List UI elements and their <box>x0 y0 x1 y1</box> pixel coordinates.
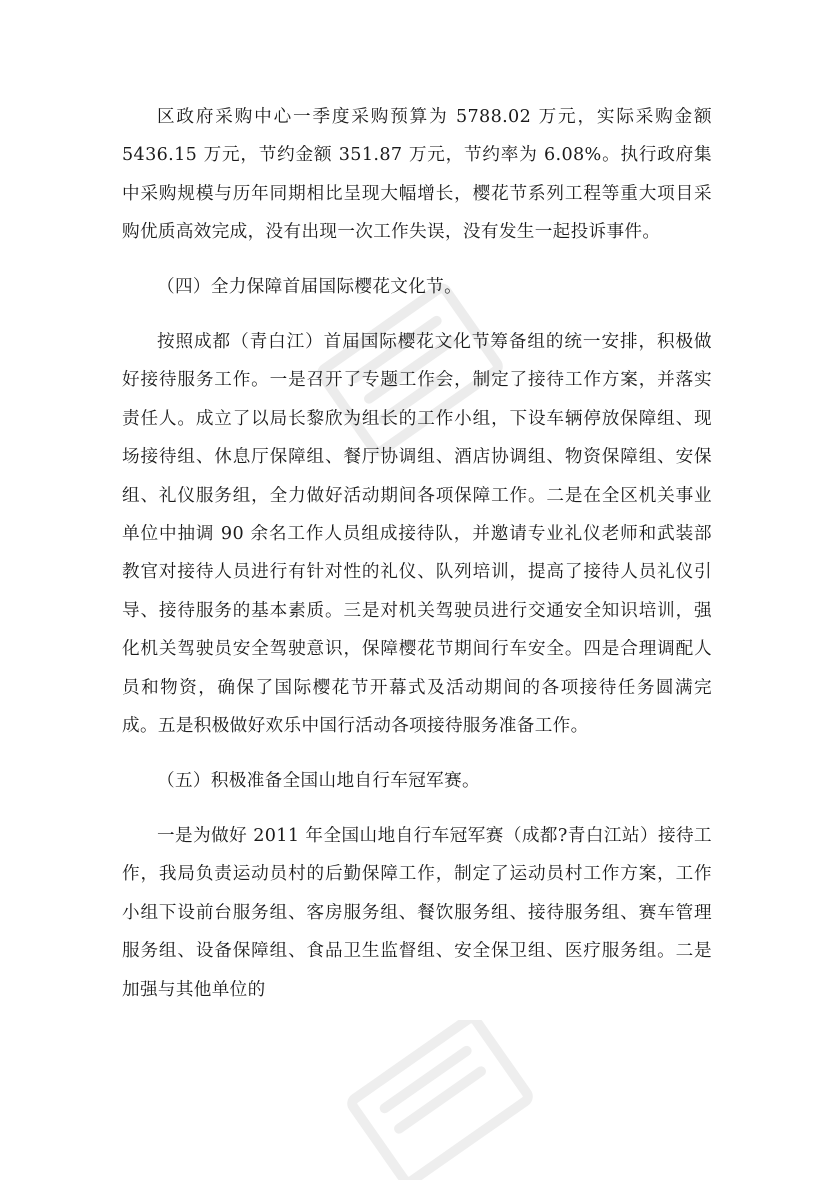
paragraph-section-4-body: 按照成都（青白江）首届国际樱花文化节筹备组的统一安排，积极做好接待服务工作。一是召开了专题工作会，制定了接待工作方案，并落实责任人。成立了以局长黎欣为组长的工作小组，下设车辆停放保障组、现场接待组、休息厅保障组、餐厅协调组、酒店协调组、物资保障组、安保组、礼仪服务组，全力做好活动期间各项保障工作。二是在全区机关事业单位中抽调 90 余名工作人员组成接待队，并邀请专业礼仪老师和武装部教官对接待人员进行有针对性的礼仪、队列培训，提高了接待人员礼仪引导、接待服务的基本素质。三是对机关驾驶员进行交通安全知识培训，强化机关驾驶员安全驾驶意识，保障樱花节期间行车安全。四是合理调配人员和物资，确保了国际樱花节开幕式及活动期间的各项接待任务圆满完成。五是积极做好欢乐中国行活动各项接待服务准备工作。 <box>122 332 712 737</box>
paragraph-procurement-summary: 区政府采购中心一季度采购预算为 5788.02 万元，实际采购金额 5436.15 万元，节约金额 351.87 万元，节约率为 6.08%。执行政府集中采购规模与历年同期相比呈现大幅增长，樱花节系列工程等重大项目采购优质高效完成，没有出现一次工作失误，没有发生一起投诉事件。 <box>122 107 712 243</box>
watermark-logo <box>330 1020 550 1180</box>
section-heading-5: （五）积极准备全国山地自行车冠军赛。 <box>157 771 480 791</box>
section-heading-4: （四）全力保障首届国际樱花文化节。 <box>157 277 463 298</box>
paragraph-section-5-body: 一是为做好 2011 年全国山地自行车冠军赛（成都?青白江站）接待工作，我局负责运动员村的后勤保障工作，制定了运动员村工作方案，工作小组下设前台服务组、客房服务组、餐饮服务组、接待服务组、赛车管理服务组、设备保障组、食品卫生监督组、安全保卫组、医疗服务组。二是加强与其他单位的 <box>122 825 712 1000</box>
document-body <box>122 98 712 1025</box>
